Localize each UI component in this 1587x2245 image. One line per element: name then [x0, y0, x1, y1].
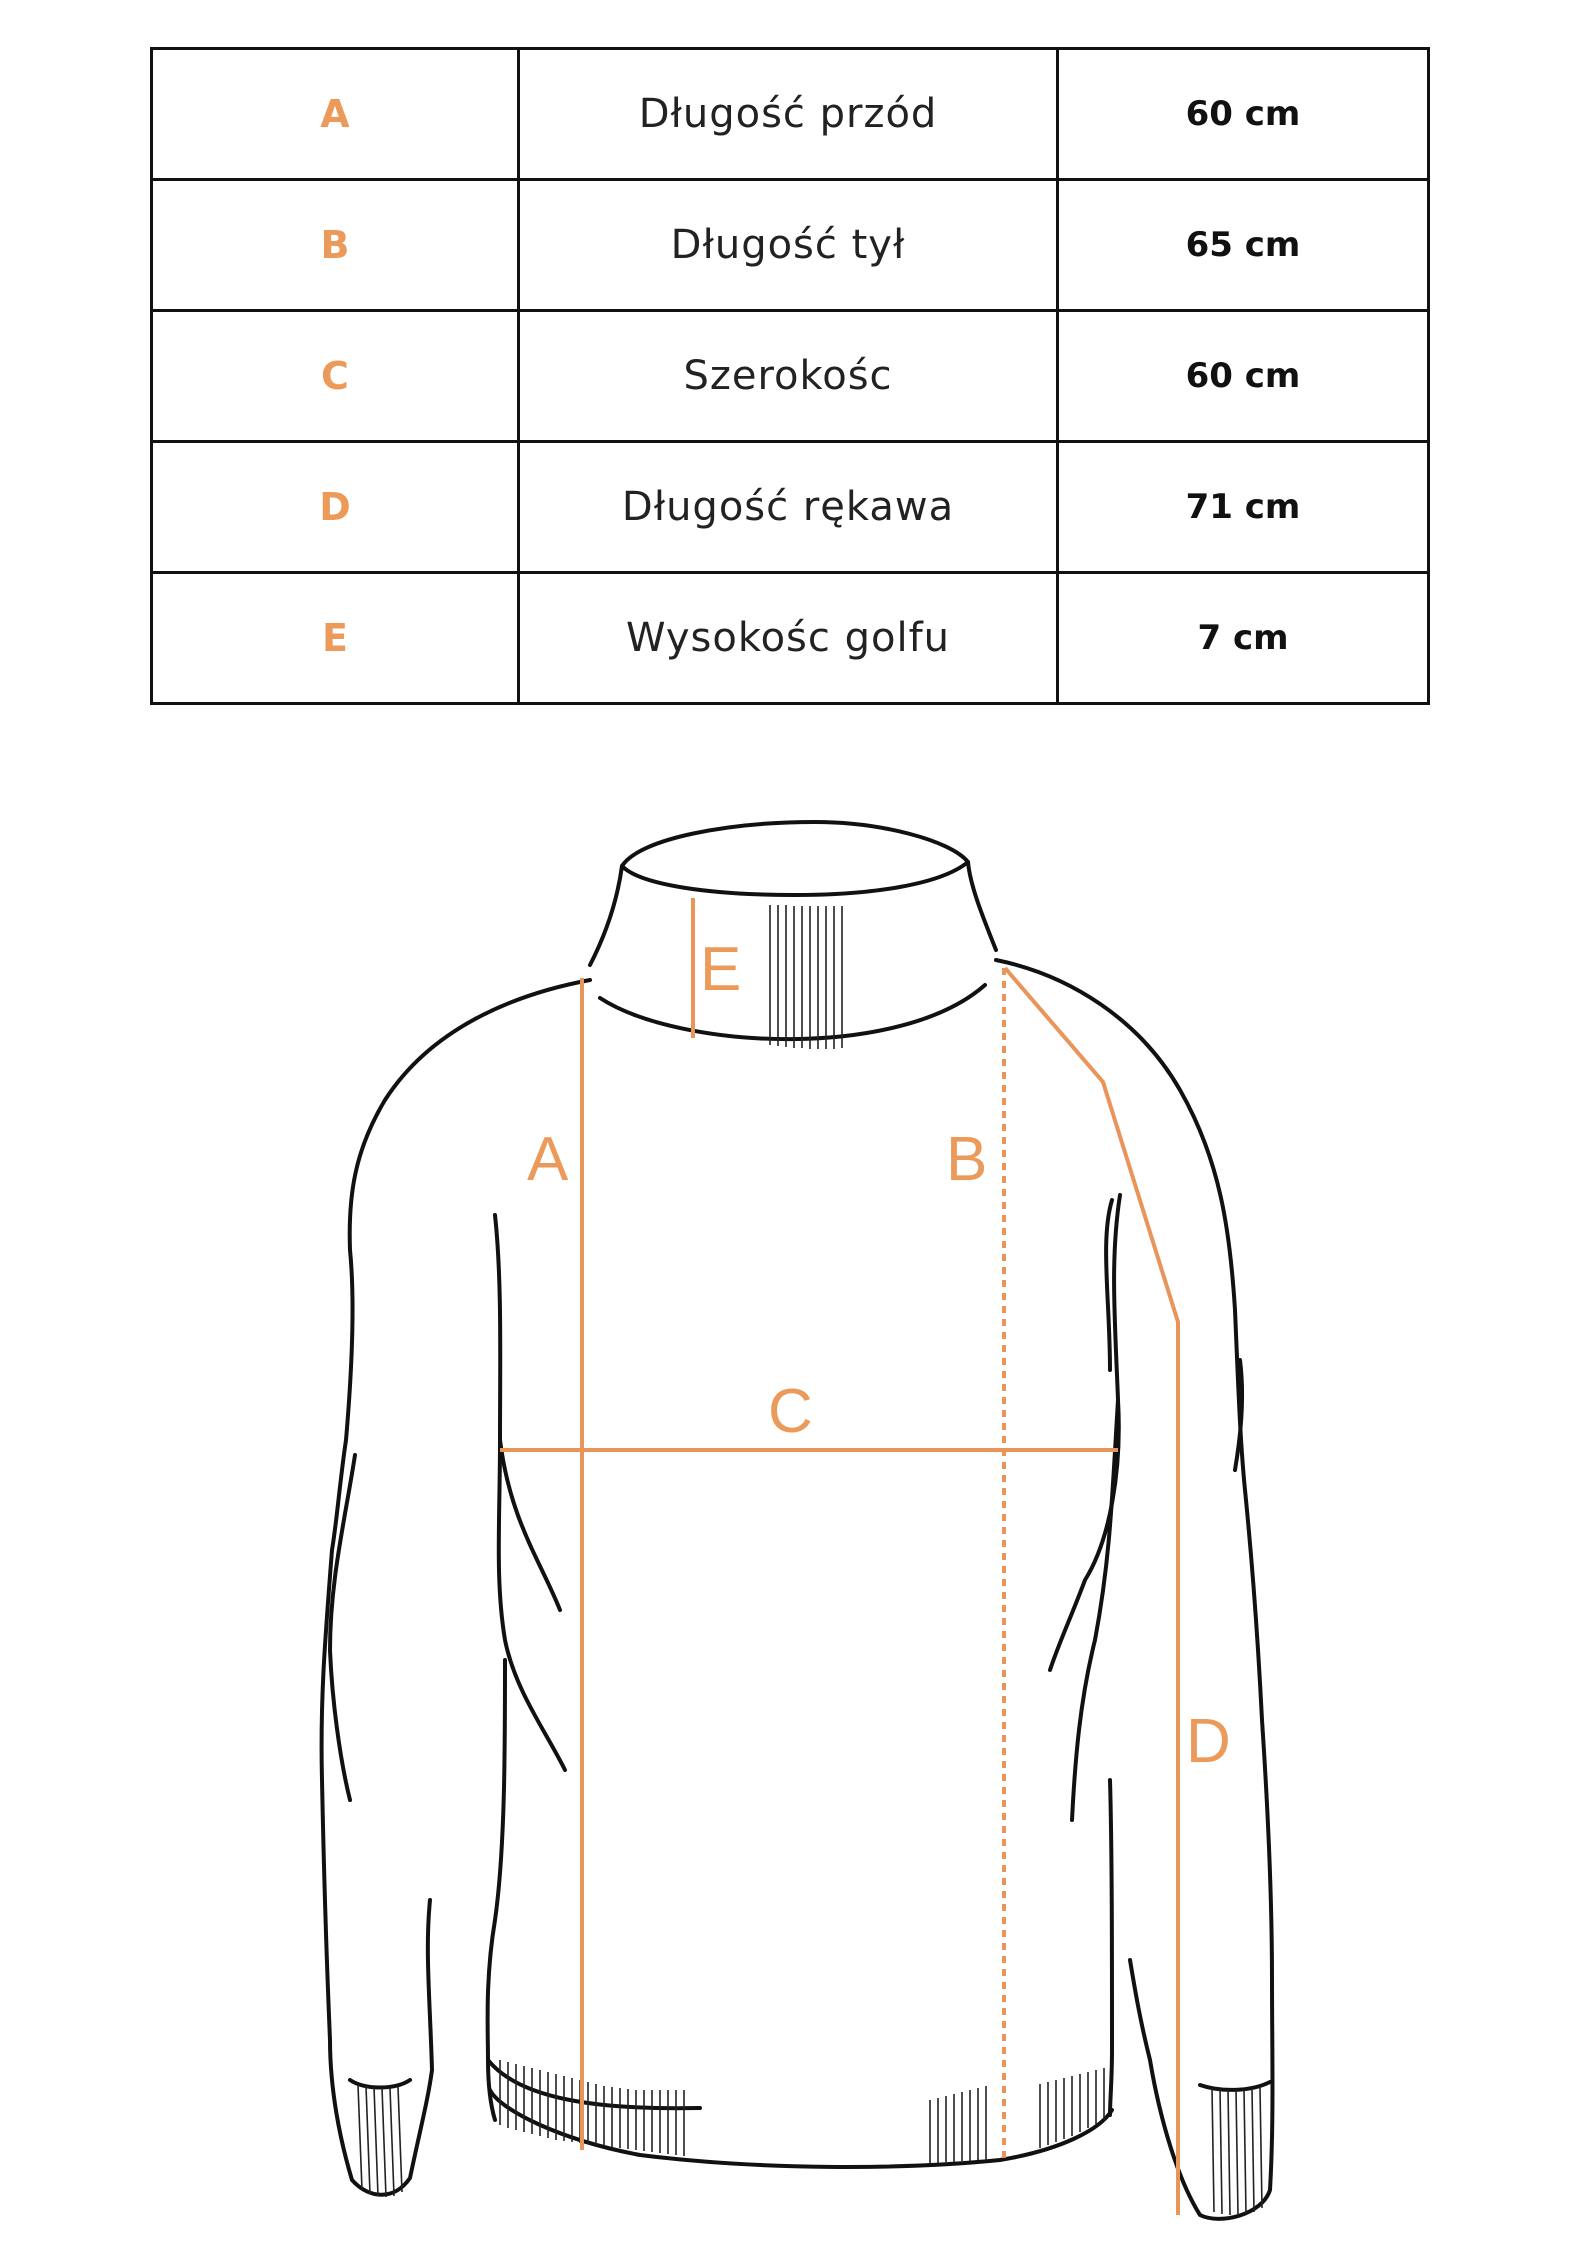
measure-name: Długość przód — [519, 49, 1058, 180]
measurement-labels — [527, 935, 1231, 1776]
sweater-outline — [322, 822, 1273, 2219]
rib-texture — [358, 905, 1262, 2215]
measure-name: Szerokośc — [519, 311, 1058, 442]
table-row — [152, 49, 1429, 180]
sweater-diagram — [0, 780, 1587, 2245]
measure-value: 60 cm — [1058, 49, 1429, 180]
table-row — [152, 573, 1429, 704]
measure-line-d — [1005, 968, 1178, 2215]
label-b: B — [946, 1125, 988, 1194]
table-row — [152, 180, 1429, 311]
measure-name: Długość tył — [519, 180, 1058, 311]
measurement-lines — [500, 898, 1178, 2215]
table-row — [152, 311, 1429, 442]
measure-value: 60 cm — [1058, 311, 1429, 442]
measure-name: Wysokośc golfu — [519, 573, 1058, 704]
measure-letter: E — [152, 573, 519, 704]
measure-value: 7 cm — [1058, 573, 1429, 704]
label-c: C — [768, 1377, 813, 1446]
label-a: A — [527, 1125, 569, 1194]
measure-letter: C — [152, 311, 519, 442]
size-table — [150, 47, 1430, 705]
label-e: E — [700, 935, 742, 1004]
measure-name: Długość rękawa — [519, 442, 1058, 573]
measure-value: 71 cm — [1058, 442, 1429, 573]
label-d: D — [1186, 1707, 1231, 1776]
table-row — [152, 442, 1429, 573]
measure-letter: A — [152, 49, 519, 180]
measure-letter: D — [152, 442, 519, 573]
measure-letter: B — [152, 180, 519, 311]
measure-value: 65 cm — [1058, 180, 1429, 311]
